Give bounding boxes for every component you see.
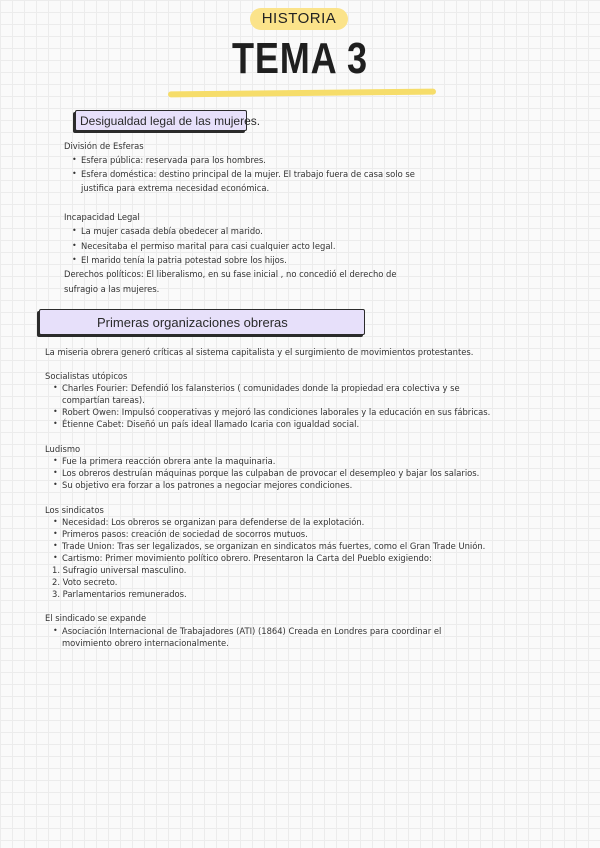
ludismo-label: Ludismo [45,444,81,454]
list-item-continuation: justifica para extrema necesidad económica. [81,183,270,193]
numbered-item: 1. Sufragio universal masculino. [52,565,187,575]
list-item: • Charles Fourier: Defendió los falansterios ( comunidades donde la propiedad era colectiva y se [62,381,460,395]
derechos-text: sufragio a las mujeres. [64,284,160,294]
title-highlight [168,89,436,98]
list-item: • Esfera pública: reservada para los hombres. [81,153,266,167]
list-item: • El marido tenía la patria potestad sobre los hijos. [81,253,287,267]
list-item: • Necesidad: Los obreros se organizan para defenderse de la explotación. [62,515,364,529]
list-item: • Los obreros destruían máquinas porque las culpaban de provocar el desempleo y bajar los salarios. [62,466,479,480]
socialistas-label: Socialistas utópicos [45,371,128,381]
list-item: • Necesitaba el permiso marital para casi cualquier acto legal. [81,239,335,253]
incapacidad-label: Incapacidad Legal [64,212,140,222]
expande-label: El sindicado se expande [45,613,147,623]
list-item: • Esfera doméstica: destino principal de la mujer. El trabajo fuera de casa solo se [81,167,415,181]
sindicatos-label: Los sindicatos [45,505,104,515]
esferas-label: División de Esferas [64,141,144,151]
subject-badge: HISTORIA [250,8,348,30]
list-item: • Asociación Internacional de Trabajadores (ATI) (1864) Creada en Londres para coordinar el [62,624,441,638]
page-title: TEMA 3 [232,34,368,83]
section-heading-desigualdad: Desigualdad legal de las mujeres. [75,110,247,131]
intro-text: La miseria obrera generó críticas al sistema capitalista y el surgimiento de movimientos protestantes. [45,347,474,357]
list-item-continuation: movimiento obrero internacionalmente. [62,638,229,648]
list-item: • Fue la primera reacción obrera ante la maquinaria. [62,454,275,468]
list-item: • Primeros pasos: creación de sociedad de socorros mutuos. [62,527,308,541]
list-item: • Cartismo: Primer movimiento político obrero. Presentaron la Carta del Pueblo exigiendo: [62,551,432,565]
list-item: • Su objetivo era forzar a los patrones a negociar mejores condiciones. [62,478,352,492]
derechos-text: Derechos políticos: El liberalismo, en su fase inicial , no concedió el derecho de [64,269,397,279]
list-item: • Étienne Cabet: Diseñó un país ideal llamado Icaria con igualdad social. [62,417,359,431]
list-item: • Trade Union: Tras ser legalizados, se organizan en sindicatos más fuertes, como el Gran Trade Unión. [62,539,485,553]
numbered-item: 2. Voto secreto. [52,577,118,587]
section-heading-organizaciones: Primeras organizaciones obreras [39,309,365,335]
list-item: • Robert Owen: Impulsó cooperativas y mejoró las condiciones laborales y la educación en sus fábricas. [62,405,490,419]
list-item: • La mujer casada debía obedecer al marido. [81,224,263,238]
list-item-continuation: compartían tareas). [62,395,145,405]
numbered-item: 3. Parlamentarios remunerados. [52,589,187,599]
